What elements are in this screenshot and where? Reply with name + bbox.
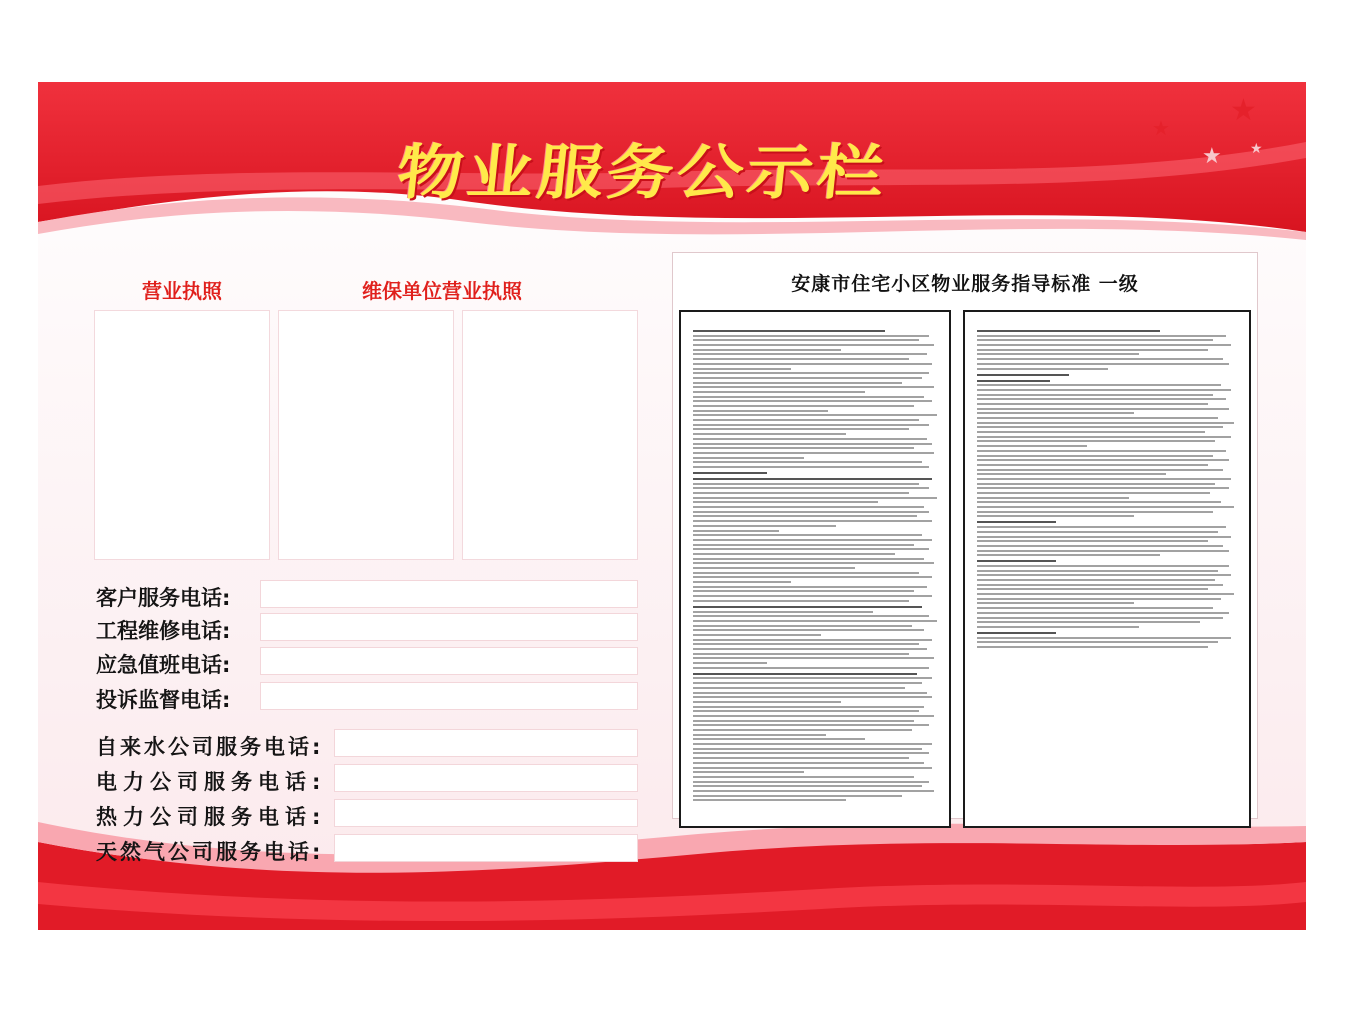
document-text-line: [693, 653, 909, 655]
document-text-line: [693, 466, 929, 468]
document-text-line: [977, 455, 1213, 457]
document-column-right: [963, 310, 1251, 828]
emergency-duty-phone-label: 应急值班电话:: [96, 653, 231, 677]
business-license-label: 营业执照: [142, 279, 222, 303]
document-text-line: [693, 576, 932, 578]
star-icon: ★: [1230, 93, 1257, 128]
complaint-supervision-phone-label: 投诉监督电话:: [96, 688, 231, 712]
document-text-line: [977, 363, 1229, 365]
document-text-line: [693, 483, 919, 485]
star-icon: ★: [1250, 141, 1263, 157]
document-text-line: [977, 464, 1208, 466]
document-text-line: [693, 472, 767, 474]
document-text-line: [693, 443, 932, 445]
document-text-line: [977, 389, 1231, 391]
document-text-line: [977, 574, 1231, 576]
document-text-line: [693, 639, 932, 641]
document-text-line: [693, 372, 929, 374]
document-text-line: [693, 335, 929, 337]
document-text-line: [977, 617, 1223, 619]
water-company-phone-label: 自来水公司服务电话:: [96, 735, 324, 759]
document-text-line: [977, 374, 1069, 376]
document-text-line: [693, 795, 902, 797]
document-text-line: [693, 433, 846, 435]
document-text-line: [977, 417, 1218, 419]
document-text-line: [693, 497, 937, 499]
document-text-line: [693, 611, 873, 613]
document-text-line: [693, 776, 914, 778]
document-text-line: [693, 781, 929, 783]
service-standard-document: [672, 252, 1258, 819]
document-text-line: [977, 483, 1215, 485]
document-text-line: [693, 586, 927, 588]
document-text-line: [977, 598, 1221, 600]
star-icon: ★: [1152, 116, 1170, 140]
license-frame: [462, 310, 638, 560]
notice-board: [38, 82, 1306, 930]
document-text-line: [693, 600, 909, 602]
document-text-line: [693, 767, 932, 769]
document-text-line: [977, 554, 1160, 556]
document-text-line: [693, 743, 932, 745]
document-text-line: [693, 729, 912, 731]
document-text-line: [977, 330, 1160, 332]
document-text-line: [977, 637, 1231, 639]
document-text-line: [977, 445, 1087, 447]
document-text-line: [977, 521, 1056, 523]
document-text-line: [693, 757, 909, 759]
document-text-line: [693, 400, 932, 402]
document-text-line: [977, 570, 1218, 572]
document-text-line: [977, 526, 1226, 528]
document-text-line: [693, 752, 929, 754]
document-text-line: [977, 426, 1223, 428]
engineering-repair-phone-label: 工程维修电话:: [96, 619, 231, 643]
document-text-line: [693, 687, 905, 689]
document-text-line: [693, 530, 779, 532]
document-text-line: [693, 762, 924, 764]
document-text-line: [693, 419, 919, 421]
document-text-line: [693, 377, 922, 379]
document-text-line: [693, 452, 934, 454]
document-text-line: [693, 715, 934, 717]
document-text-line: [693, 648, 927, 650]
document-text-line: [693, 643, 919, 645]
document-text-line: [693, 625, 912, 627]
maintenance-license-label: 维保单位营业执照: [362, 279, 522, 303]
document-text-line: [693, 405, 914, 407]
document-text-line: [693, 581, 791, 583]
document-text-line: [977, 487, 1229, 489]
document-text-line: [977, 353, 1139, 355]
document-text-line: [693, 620, 937, 622]
document-text-line: [977, 540, 1208, 542]
document-column-left: [679, 310, 951, 828]
document-text-line: [977, 459, 1229, 461]
document-text-line: [977, 621, 1200, 623]
document-text-line: [693, 748, 922, 750]
document-text-line: [693, 553, 895, 555]
document-text-line: [977, 515, 1134, 517]
document-text-line: [977, 584, 1223, 586]
document-text-line: [693, 438, 927, 440]
document-text-line: [693, 520, 932, 522]
license-frame: [278, 310, 454, 560]
document-text-line: [693, 349, 841, 351]
document-text-line: [693, 358, 909, 360]
water-company-phone-field: [334, 729, 638, 757]
document-text-line: [693, 662, 767, 664]
document-text-line: [977, 593, 1234, 595]
document-text-line: [977, 646, 1208, 648]
document-text-line: [693, 606, 922, 608]
document-text-line: [693, 391, 865, 393]
document-text-line: [693, 548, 929, 550]
document-text-line: [693, 363, 932, 365]
power-company-phone-field: [334, 764, 638, 792]
document-text-line: [693, 492, 909, 494]
document-title: 安康市住宅小区物业服务指导标准 一级: [791, 273, 1139, 295]
document-text-line: [693, 567, 855, 569]
document-text-line: [693, 330, 885, 332]
document-text-line: [977, 403, 1208, 405]
emergency-duty-phone-field: [260, 647, 638, 675]
document-text-line: [977, 339, 1213, 341]
document-text-line: [977, 358, 1223, 360]
board-title: 物业服务公示栏: [393, 138, 892, 208]
document-text-line: [977, 560, 1056, 562]
document-text-line: [693, 657, 934, 659]
document-text-line: [693, 701, 841, 703]
document-text-line: [693, 734, 826, 736]
document-text-line: [693, 525, 836, 527]
document-text-line: [693, 506, 924, 508]
document-text-line: [693, 344, 934, 346]
document-text-line: [977, 536, 1231, 538]
document-text-line: [977, 473, 1166, 475]
document-text-line: [977, 641, 1218, 643]
document-text-line: [693, 785, 922, 787]
document-text-line: [693, 386, 934, 388]
document-text-line: [977, 612, 1229, 614]
document-text-line: [693, 634, 821, 636]
document-text-line: [693, 710, 919, 712]
document-text-line: [693, 414, 937, 416]
document-text-line: [693, 706, 924, 708]
document-text-line: [693, 590, 914, 592]
document-text-line: [693, 629, 924, 631]
document-text-line: [977, 632, 1056, 634]
engineering-repair-phone-field: [260, 613, 638, 641]
document-text-line: [977, 588, 1208, 590]
star-icon: ★: [1202, 144, 1222, 169]
document-text-line: [977, 607, 1213, 609]
document-text-line: [693, 424, 929, 426]
heating-company-phone-field: [334, 799, 638, 827]
document-text-line: [693, 799, 846, 801]
document-text-line: [977, 478, 1231, 480]
document-text-line: [693, 396, 924, 398]
document-text-line: [693, 461, 922, 463]
document-text-line: [977, 335, 1226, 337]
document-text-line: [977, 349, 1208, 351]
heating-company-phone-label: 热力公司服务电话:: [96, 805, 327, 829]
document-text-line: [977, 492, 1210, 494]
document-text-line: [693, 558, 924, 560]
document-text-line: [693, 615, 929, 617]
document-text-line: [693, 368, 791, 370]
document-text-line: [977, 579, 1215, 581]
document-text-line: [693, 511, 929, 513]
document-text-line: [977, 344, 1231, 346]
document-text-line: [693, 790, 934, 792]
document-text-line: [977, 531, 1218, 533]
document-text-line: [693, 539, 932, 541]
document-text-line: [977, 436, 1231, 438]
document-text-line: [977, 440, 1215, 442]
document-text-line: [693, 720, 914, 722]
document-text-line: [693, 487, 929, 489]
document-text-line: [693, 428, 909, 430]
document-text-line: [693, 677, 932, 679]
document-text-line: [977, 469, 1223, 471]
document-text-line: [693, 724, 929, 726]
document-text-line: [693, 673, 917, 675]
document-text-line: [977, 422, 1234, 424]
document-text-line: [977, 368, 1108, 370]
document-text-line: [977, 506, 1234, 508]
document-text-line: [693, 410, 828, 412]
complaint-supervision-phone-field: [260, 682, 638, 710]
document-text-line: [693, 478, 932, 480]
document-text-line: [693, 544, 914, 546]
document-text-line: [693, 447, 914, 449]
document-text-line: [693, 562, 934, 564]
document-text-line: [693, 595, 932, 597]
customer-service-phone-label: 客户服务电话:: [96, 586, 231, 610]
document-text-line: [977, 398, 1226, 400]
document-text-line: [977, 412, 1134, 414]
license-frame: [94, 310, 270, 560]
document-text-line: [977, 565, 1229, 567]
document-text-line: [693, 534, 922, 536]
document-text-line: [693, 738, 865, 740]
document-text-line: [693, 339, 919, 341]
document-text-line: [977, 511, 1213, 513]
document-text-line: [693, 457, 804, 459]
document-text-line: [693, 382, 902, 384]
document-text-line: [693, 572, 919, 574]
document-text-line: [693, 515, 917, 517]
document-text-line: [977, 450, 1226, 452]
document-text-line: [693, 771, 804, 773]
document-text-line: [977, 408, 1229, 410]
document-text-line: [977, 545, 1223, 547]
power-company-phone-label: 电力公司服务电话:: [96, 770, 327, 794]
document-text-line: [977, 431, 1205, 433]
customer-service-phone-field: [260, 580, 638, 608]
document-text-line: [977, 380, 1050, 382]
document-text-line: [693, 696, 932, 698]
document-text-line: [693, 353, 927, 355]
document-text-line: [977, 501, 1221, 503]
document-text-line: [977, 602, 1134, 604]
document-text-line: [977, 626, 1139, 628]
document-text-line: [693, 692, 927, 694]
document-text-line: [977, 550, 1229, 552]
gas-company-phone-label: 天然气公司服务电话:: [96, 840, 324, 864]
document-text-line: [977, 384, 1221, 386]
document-text-line: [693, 682, 922, 684]
document-text-line: [977, 394, 1213, 396]
document-text-line: [693, 667, 929, 669]
gas-company-phone-field: [334, 834, 638, 862]
document-text-line: [693, 501, 878, 503]
document-text-line: [977, 497, 1129, 499]
